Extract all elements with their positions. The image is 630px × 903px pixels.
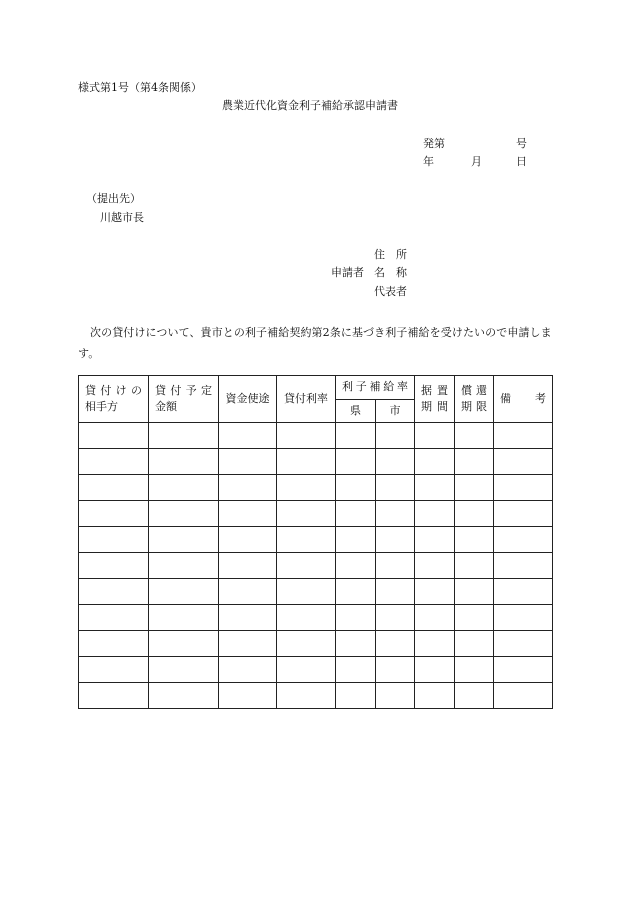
table-cell[interactable] xyxy=(219,657,277,683)
header-remarks: 備 考 xyxy=(494,376,553,423)
table-cell[interactable] xyxy=(219,501,277,527)
table-row xyxy=(79,553,553,579)
table-cell[interactable] xyxy=(455,631,494,657)
table-row xyxy=(79,683,553,709)
table-cell[interactable] xyxy=(415,631,455,657)
table-row xyxy=(79,423,553,449)
table-cell[interactable] xyxy=(494,579,553,605)
table-cell[interactable] xyxy=(336,605,376,631)
form-number: 様式第1号（第4条関係） xyxy=(78,81,202,94)
table-cell[interactable] xyxy=(219,423,277,449)
header-grace-period: 据置 期間 xyxy=(415,376,455,423)
header-repayment-term: 償還 期限 xyxy=(455,376,494,423)
table-row xyxy=(79,579,553,605)
table-cell[interactable] xyxy=(455,449,494,475)
table-cell[interactable] xyxy=(494,683,553,709)
table-cell[interactable] xyxy=(455,423,494,449)
table-cell[interactable] xyxy=(277,553,336,579)
header-city: 市 xyxy=(376,400,415,423)
table-cell[interactable] xyxy=(376,475,415,501)
table-cell[interactable] xyxy=(376,605,415,631)
table-cell[interactable] xyxy=(415,449,455,475)
table-cell[interactable] xyxy=(219,631,277,657)
table-row xyxy=(79,527,553,553)
table-cell[interactable] xyxy=(415,501,455,527)
table-cell[interactable] xyxy=(376,553,415,579)
table-cell[interactable] xyxy=(79,657,149,683)
table-cell[interactable] xyxy=(376,449,415,475)
table-cell[interactable] xyxy=(219,449,277,475)
table-cell[interactable] xyxy=(376,631,415,657)
table-cell[interactable] xyxy=(79,631,149,657)
table-cell[interactable] xyxy=(149,553,219,579)
table-cell[interactable] xyxy=(277,449,336,475)
table-cell[interactable] xyxy=(455,657,494,683)
table-cell[interactable] xyxy=(149,657,219,683)
table-cell[interactable] xyxy=(149,501,219,527)
table-cell[interactable] xyxy=(149,579,219,605)
table-cell[interactable] xyxy=(277,579,336,605)
applicant-representative-label: 代表者 xyxy=(374,285,407,298)
table-cell[interactable] xyxy=(79,423,149,449)
table-cell[interactable] xyxy=(79,553,149,579)
table-cell[interactable] xyxy=(494,631,553,657)
table-cell[interactable] xyxy=(149,527,219,553)
applicant-label: 申請者 xyxy=(331,266,364,279)
table-cell[interactable] xyxy=(219,527,277,553)
table-cell[interactable] xyxy=(415,579,455,605)
table-cell[interactable] xyxy=(376,501,415,527)
table-cell[interactable] xyxy=(455,501,494,527)
table-cell[interactable] xyxy=(415,553,455,579)
header-loan-rate: 貸付利率 xyxy=(277,376,336,423)
table-cell[interactable] xyxy=(149,449,219,475)
table-cell[interactable] xyxy=(219,683,277,709)
table-cell[interactable] xyxy=(415,423,455,449)
table-cell[interactable] xyxy=(149,605,219,631)
table-cell[interactable] xyxy=(336,631,376,657)
table-cell[interactable] xyxy=(455,579,494,605)
table-cell[interactable] xyxy=(455,527,494,553)
date-year: 年 xyxy=(423,155,434,168)
header-prefecture: 県 xyxy=(336,400,376,423)
header-borrower: 貸付けの 相手方 xyxy=(79,376,149,423)
table-cell[interactable] xyxy=(336,475,376,501)
table-cell[interactable] xyxy=(455,475,494,501)
table-row xyxy=(79,631,553,657)
table-cell[interactable] xyxy=(79,579,149,605)
table-cell[interactable] xyxy=(415,527,455,553)
table-cell[interactable] xyxy=(336,527,376,553)
addressee-name: 川越市長 xyxy=(100,211,144,224)
table-cell[interactable] xyxy=(277,423,336,449)
table-cell[interactable] xyxy=(415,475,455,501)
table-cell[interactable] xyxy=(149,631,219,657)
table-body xyxy=(79,423,553,709)
document-title: 農業近代化資金利子補給承認申請書 xyxy=(222,99,398,112)
table-cell[interactable] xyxy=(277,501,336,527)
table-row xyxy=(79,605,553,631)
table-cell[interactable] xyxy=(494,553,553,579)
table-cell[interactable] xyxy=(494,475,553,501)
date-month: 月 xyxy=(471,155,482,168)
table-cell[interactable] xyxy=(494,657,553,683)
table-cell[interactable] xyxy=(415,605,455,631)
table-cell[interactable] xyxy=(219,553,277,579)
table-cell[interactable] xyxy=(376,579,415,605)
table-cell[interactable] xyxy=(219,579,277,605)
applicant-address-label: 住 所 xyxy=(374,248,407,261)
table-cell[interactable] xyxy=(219,475,277,501)
table-cell[interactable] xyxy=(494,423,553,449)
table-cell[interactable] xyxy=(219,605,277,631)
table-row xyxy=(79,449,553,475)
header-subsidy-rate: 利子補給率 xyxy=(336,376,415,400)
table-cell[interactable] xyxy=(494,501,553,527)
table-cell[interactable] xyxy=(336,553,376,579)
table-cell[interactable] xyxy=(336,657,376,683)
header-loan-amount: 貸付予定 金額 xyxy=(149,376,219,423)
table-cell[interactable] xyxy=(415,683,455,709)
loan-table xyxy=(78,375,553,709)
table-cell[interactable] xyxy=(336,423,376,449)
table-cell[interactable] xyxy=(376,657,415,683)
issue-number-suffix: 号 xyxy=(516,137,527,150)
table-cell[interactable] xyxy=(494,527,553,553)
table-cell[interactable] xyxy=(455,553,494,579)
table-cell[interactable] xyxy=(277,631,336,657)
issue-number-prefix: 発第 xyxy=(423,137,445,150)
table-cell[interactable] xyxy=(336,579,376,605)
table-cell[interactable] xyxy=(149,423,219,449)
table-cell[interactable] xyxy=(494,449,553,475)
table-cell[interactable] xyxy=(376,683,415,709)
date-day: 日 xyxy=(516,155,527,168)
addressee-label: （提出先） xyxy=(86,192,141,205)
table-cell[interactable] xyxy=(79,683,149,709)
table-cell[interactable] xyxy=(336,501,376,527)
table-cell[interactable] xyxy=(79,605,149,631)
table-cell[interactable] xyxy=(494,605,553,631)
table-cell[interactable] xyxy=(277,683,336,709)
table-cell[interactable] xyxy=(336,449,376,475)
table-cell[interactable] xyxy=(336,683,376,709)
table-cell[interactable] xyxy=(277,605,336,631)
table-row xyxy=(79,475,553,501)
table-cell[interactable] xyxy=(376,527,415,553)
table-row xyxy=(79,501,553,527)
table-cell[interactable] xyxy=(455,605,494,631)
application-statement: 次の貸付けについて、貴市との利子補給契約第2条に基づき利子補給を受けたいので申請します。 xyxy=(78,326,552,360)
table-cell[interactable] xyxy=(149,683,219,709)
table-cell[interactable] xyxy=(277,475,336,501)
table-cell[interactable] xyxy=(376,423,415,449)
table-cell[interactable] xyxy=(277,527,336,553)
table-cell[interactable] xyxy=(455,683,494,709)
table-row xyxy=(79,657,553,683)
table-cell[interactable] xyxy=(79,449,149,475)
table-cell[interactable] xyxy=(149,475,219,501)
table-cell[interactable] xyxy=(79,475,149,501)
applicant-name-label: 名 称 xyxy=(374,266,407,279)
table-cell[interactable] xyxy=(277,657,336,683)
header-fund-usage: 資金使途 xyxy=(219,376,277,423)
table-cell[interactable] xyxy=(79,527,149,553)
table-cell[interactable] xyxy=(415,657,455,683)
table-cell[interactable] xyxy=(79,501,149,527)
